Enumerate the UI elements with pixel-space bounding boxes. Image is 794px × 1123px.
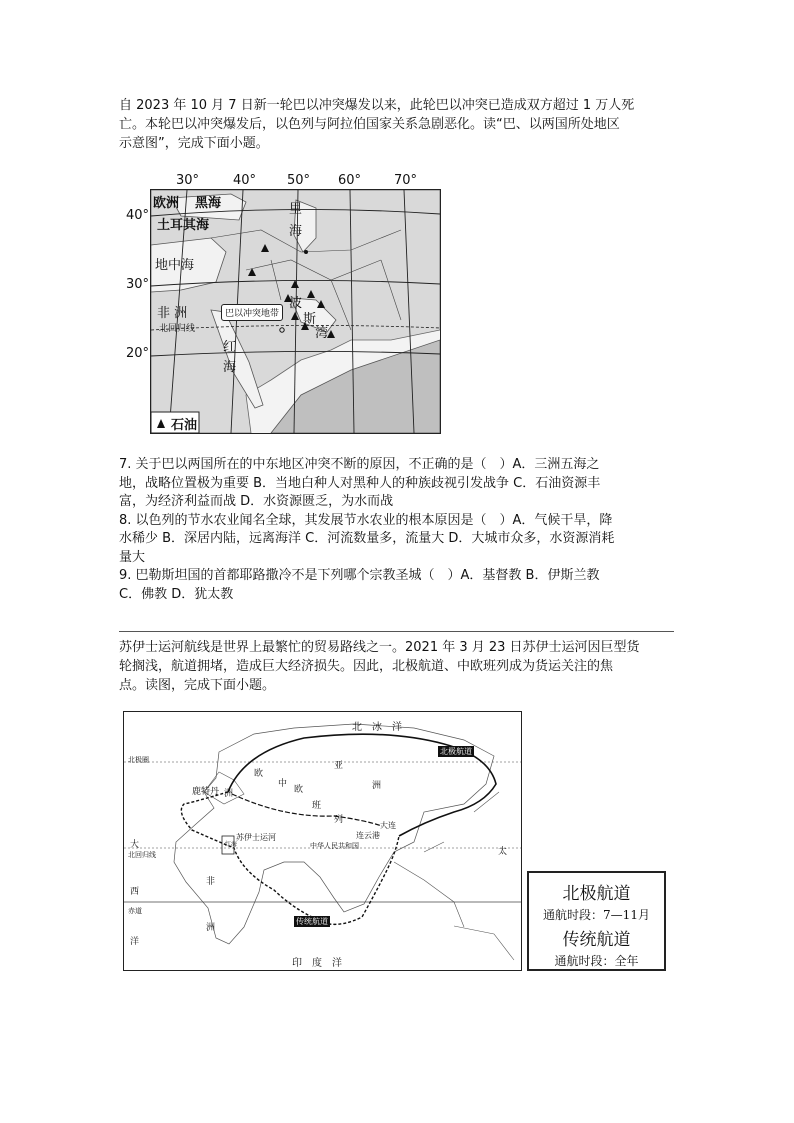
label-gulf-2: 斯 <box>303 312 317 327</box>
label-tropic: 北回归线 <box>159 324 196 334</box>
section-divider <box>119 631 674 632</box>
label-conflict-zone: 巴以冲突地带 <box>221 304 283 321</box>
intro-1-line-2: 亡。本轮巴以冲突爆发后，以色列与阿拉伯国家关系急剧恶化。读“巴、以两国所处地区 <box>119 117 620 132</box>
label-equator: 赤道 <box>128 907 142 915</box>
q8-line-1: 8. 以色列的节水农业闻名全球，其发展节水农业的根本原因是（ ）A．气候干旱，降 <box>119 512 613 528</box>
label-asia-2: 洲 <box>372 781 382 791</box>
intro-1-line-3: 示意图”，完成下面小题。 <box>119 136 269 151</box>
label-africa-2: 洲 <box>206 923 216 933</box>
label-rail-3: 列 <box>334 815 344 825</box>
q8-line-2: 水稀少 B．深居内陆，远离海洋 C．河流数量多，流量大 D．大城市众多，水资源消耗 <box>119 531 615 546</box>
routes-legend <box>527 871 666 971</box>
lon-label-70: 70° <box>394 173 418 188</box>
q9-line-1: 9. 巴勒斯坦国的首都耶路撒冷不是下列哪个宗教圣城（ ）A．基督教 B．伊斯兰教 <box>119 568 600 583</box>
legend-trad-period: 通航时段：全年 <box>554 954 639 968</box>
label-da: 大 <box>130 840 140 850</box>
label-suez: 苏伊士运河 <box>236 833 276 842</box>
legend-trad-title: 传统航道 <box>562 930 631 950</box>
intro-2-line-3: 点。读图，完成下面小题。 <box>119 678 276 693</box>
lat-label-20: 20° <box>126 346 150 361</box>
label-arctic-route: 北极航道 <box>440 747 472 756</box>
label-red-sea: 红海 <box>225 841 238 848</box>
label-black-sea: 黑海 <box>195 196 222 211</box>
label-red-sea-2: 海 <box>223 360 237 375</box>
q8-line-3: 量大 <box>119 549 146 565</box>
label-europe-1: 欧 <box>254 769 264 779</box>
legend-oil-label: 石油 <box>171 418 198 433</box>
label-europe: 欧洲 <box>153 196 180 211</box>
lat-label-30: 30° <box>126 277 150 292</box>
q7-line-3: 富，为经济利益而战 D．水资源匮乏，为水而战 <box>119 494 394 509</box>
lon-label-30: 30° <box>176 173 200 188</box>
label-arctic-ocean: 北 冰 洋 <box>352 722 402 733</box>
label-mediterranean: 地中海 <box>155 258 195 273</box>
label-africa: 非 洲 <box>157 306 188 321</box>
lon-label-40: 40° <box>233 173 257 188</box>
intro-paragraph-2 <box>119 638 675 695</box>
label-europe-2: 洲 <box>224 789 234 799</box>
label-rail-2: 班 <box>312 801 322 811</box>
label-west: 西 <box>130 887 140 897</box>
label-indian-ocean: 印 度 洋 <box>292 958 342 969</box>
label-rail-1: 欧 <box>294 785 304 795</box>
label-caspian-1: 里 <box>289 202 303 217</box>
label-asia-1: 亚 <box>334 761 344 771</box>
intro-1-line-1: 自 2023 年 10 月 7 日新一轮巴以冲突爆发以来，此轮巴以冲突已造成双方超过 1 万人死 <box>119 98 635 113</box>
label-arctic-circle: 北极圈 <box>128 756 149 764</box>
label-rotterdam: 鹿特丹 <box>192 787 220 797</box>
middle-east-map <box>150 189 441 434</box>
legend-arctic-period: 通航时段：7—11月 <box>543 908 650 922</box>
label-traditional-route: 传统航道 <box>296 917 328 926</box>
label-turkey: 土耳其海 <box>157 218 210 233</box>
lon-label-60: 60° <box>338 173 362 188</box>
label-gulf-1: 波 <box>289 296 303 311</box>
q7-line-1: 7. 关于巴以两国所在的中东地区冲突不断的原因，不正确的是（ ）A．三洲五海之 <box>119 457 600 472</box>
intro-2-line-1: 苏伊士运河航线是世界上最繁忙的贸易路线之一。2021 年 3 月 23 日苏伊士运河因巨型货 <box>119 640 640 655</box>
label-gulf-3: 湾 <box>315 326 329 341</box>
label-ocean: 洋 <box>130 937 140 947</box>
label-tropic-2: 北回归线 <box>128 851 156 859</box>
label-lianyungang: 连云港 <box>356 831 380 840</box>
legend-arctic-title: 北极航道 <box>562 884 631 904</box>
label-china: 中华人民共和国 <box>310 842 359 850</box>
lat-label-40: 40° <box>126 208 150 223</box>
q7-line-2: 地，战略位置极为重要 B．当地白种人对黑种人的种族歧视引发战争 C．石油资源丰 <box>119 475 601 491</box>
questions-block-1 <box>119 456 677 604</box>
label-dalian: 大连 <box>380 821 396 830</box>
shipping-routes-map <box>123 711 522 971</box>
intro-2-line-2: 轮搁浅，航道拥堵，造成巨大经济损失。因此，北极航道、中欧班列成为货运关注的焦 <box>119 659 614 674</box>
q9-line-2: C．佛教 D．犹太教 <box>119 586 234 602</box>
lon-label-50: 50° <box>287 173 311 188</box>
label-africa-1: 非 <box>206 877 216 887</box>
intro-paragraph-1 <box>119 96 675 153</box>
label-tai: 太 <box>498 847 508 857</box>
label-red-sea-1: 红 <box>223 340 237 355</box>
label-caspian-2: 海 <box>289 224 303 239</box>
label-mid: 中 <box>278 779 288 789</box>
